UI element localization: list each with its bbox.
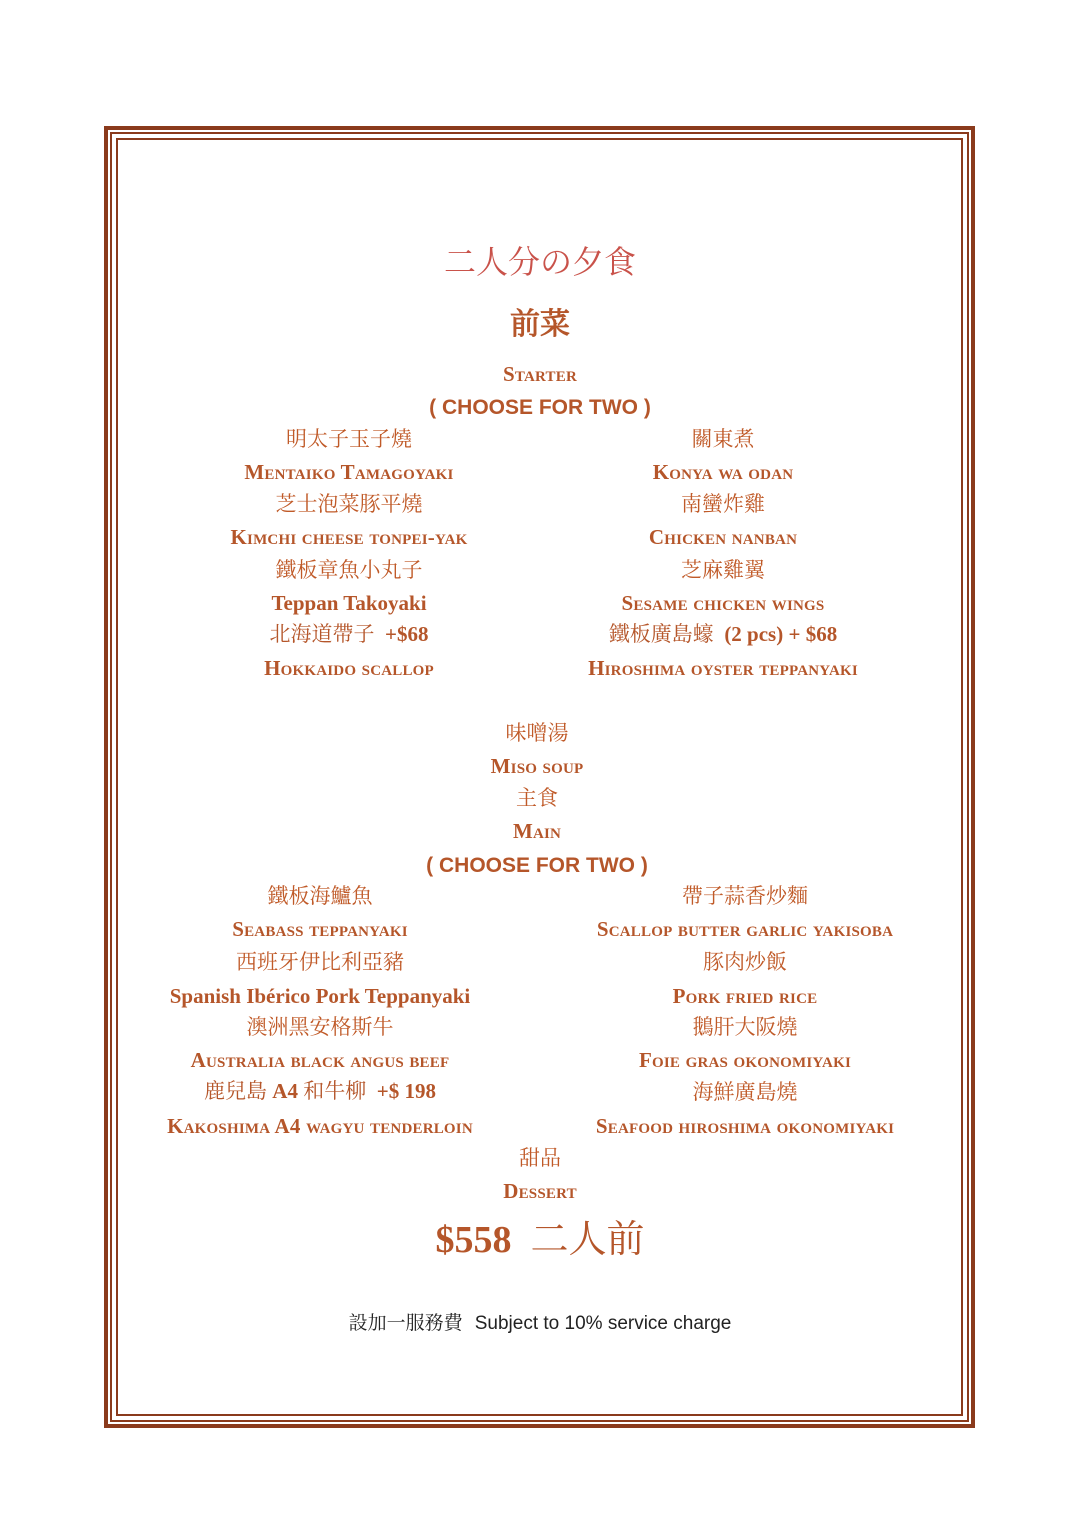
starter-left-4-zh	[270, 624, 429, 645]
starter-left-2-en: Kimchi cheese tonpei-yak	[230, 525, 468, 549]
service-charge-note	[349, 1314, 732, 1333]
main-heading-zh: 主食	[516, 786, 558, 810]
price-label: 二人前	[530, 1217, 645, 1261]
main-right-3-zh: 鵝肝大阪燒	[692, 1015, 798, 1039]
starter-right-4-en: Hiroshima oyster teppanyaki	[588, 656, 858, 680]
main-left-4-surcharge: +$ 198	[376, 1079, 436, 1103]
main-left-3-zh: 澳洲黑安格斯牛	[246, 1015, 394, 1039]
starter-right-2-zh: 南蠻炸雞	[681, 492, 765, 516]
main-right-4-zh: 海鮮廣島燒	[692, 1080, 798, 1104]
starter-right-4-surcharge: (2 pcs) + $68	[724, 622, 838, 646]
soup-en: Miso soup	[490, 754, 584, 778]
service-charge-en: Subject to 10% service charge	[474, 1313, 732, 1334]
set-price	[435, 1217, 645, 1261]
main-right-1-en: Scallop butter garlic yakisoba	[596, 917, 894, 941]
starter-left-4-surcharge: +$68	[385, 622, 429, 646]
dessert-zh: 甜品	[519, 1146, 561, 1170]
starter-right-3-zh: 芝麻雞翼	[681, 558, 765, 582]
main-right-2-en: Pork fried rice	[672, 984, 818, 1008]
main-right-1-zh: 帶子蒜香炒麵	[682, 884, 808, 908]
starter-left-1-en: Mentaiko Tamagoyaki	[244, 460, 454, 484]
main-right-3-en: Foie gras okonomiyaki	[638, 1048, 852, 1072]
main-left-3-en: Australia black angus beef	[190, 1048, 450, 1072]
main-left-4-en: Kakoshima A4 wagyu tenderloin	[167, 1114, 473, 1138]
starter-left-3-zh: 鐵板章魚小丸子	[275, 558, 423, 582]
service-charge-zh: 設加一服務費	[348, 1312, 463, 1334]
starter-right-4-zh	[609, 624, 837, 645]
main-left-1-en: Seabass teppanyaki	[232, 917, 408, 941]
main-left-4-grade: A4	[272, 1079, 298, 1103]
starter-right-2-en: Chicken nanban	[648, 525, 798, 549]
main-choose-note: ( CHOOSE FOR TWO )	[426, 854, 648, 877]
main-left-2-zh: 西班牙伊比利亞豬	[236, 950, 404, 974]
soup-zh: 味噌湯	[505, 721, 569, 745]
starter-right-1-zh: 關東煮	[691, 427, 755, 451]
starter-left-4-zh-name: 北海道帶子	[269, 622, 375, 646]
main-left-4-zh-cut: 和牛柳	[303, 1079, 367, 1103]
main-left-1-zh: 鐵板海鱸魚	[267, 884, 373, 908]
dessert-en: Dessert	[503, 1179, 577, 1203]
starter-right-1-en: Konya wa odan	[652, 460, 794, 484]
main-heading-en: Main	[512, 819, 562, 843]
main-left-4-zh-origin: 鹿兒島	[204, 1079, 268, 1103]
starter-right-3-en: Sesame chicken wings	[621, 591, 825, 615]
starter-heading-jp: 前菜	[510, 307, 570, 342]
main-right-2-zh: 豚肉炒飯	[703, 950, 787, 974]
starter-choose-note: ( CHOOSE FOR TWO )	[429, 396, 651, 419]
starter-left-4-en: Hokkaido scallop	[264, 656, 434, 680]
menu-title: 二人分の夕食	[443, 243, 637, 281]
price-amount: $558	[435, 1219, 512, 1261]
main-right-4-en: Seafood hiroshima okonomiyaki	[595, 1114, 895, 1138]
starter-left-2-zh: 芝士泡菜豚平燒	[275, 492, 423, 516]
starter-left-3-en: Teppan Takoyaki	[271, 591, 427, 615]
starter-right-4-zh-name: 鐵板廣島蠔	[608, 622, 714, 646]
starter-heading-en: Starter	[503, 362, 577, 386]
starter-left-1-zh: 明太子玉子燒	[286, 427, 412, 451]
main-left-4-zh	[204, 1081, 436, 1102]
main-left-2-en: Spanish Ibérico Pork Teppanyaki	[169, 984, 471, 1008]
